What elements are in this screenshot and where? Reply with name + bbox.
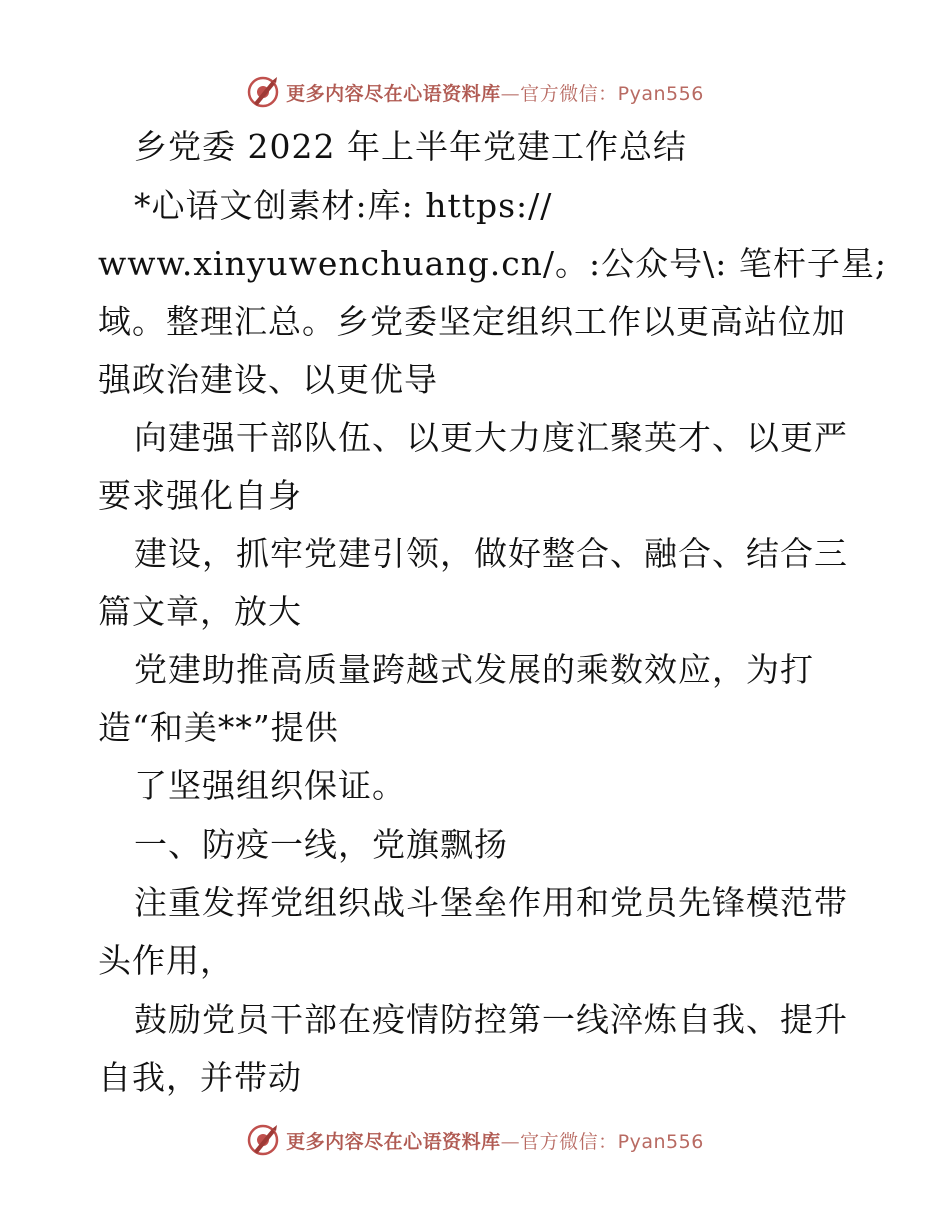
body-line: 域。整理汇总。乡党委坚定组织工作以更高站位加 xyxy=(98,302,846,341)
body-line: 向建强干部队伍、以更大力度汇聚英才、以更严 xyxy=(134,418,848,457)
quill-logo-icon xyxy=(246,75,280,109)
footer-brand-text: 更多内容尽在心语资料库 xyxy=(286,1130,501,1153)
body-line: 强政治建设、以更优导 xyxy=(98,360,438,399)
body-line: 建设，抓牢党建引领，做好整合、融合、结合三 xyxy=(134,534,848,573)
quill-logo-icon xyxy=(246,1123,280,1157)
document-title: 乡党委 2022 年上半年党建工作总结 xyxy=(134,127,687,166)
body-line: 党建助推高质量跨越式发展的乘数效应，为打 xyxy=(134,650,814,689)
header-brand-text: 更多内容尽在心语资料库 xyxy=(286,82,501,105)
body-line: 要求强化自身 xyxy=(98,476,302,515)
body-line: 篇文章，放大 xyxy=(98,592,302,631)
section-heading: 一、防疫一线，党旗飘扬 xyxy=(134,825,508,864)
footer-banner xyxy=(0,1120,950,1160)
body-line: 鼓励党员干部在疫情防控第一线淬炼自我、提升 xyxy=(134,1000,848,1039)
body-line: 了坚强组织保证。 xyxy=(134,766,406,805)
body-line: *心语文创素材:库: https:// xyxy=(134,186,553,225)
body-line: 注重发挥党组织战斗堡垒作用和党员先锋模范带 xyxy=(134,883,848,922)
header-separator: — xyxy=(500,82,521,105)
header-banner xyxy=(0,72,950,112)
body-line: www.xinyuwenchuang.cn/。:公众号\: 笔杆子星; xyxy=(98,244,888,283)
body-line: 造“和美**”提供 xyxy=(98,708,339,747)
footer-wechat-text: 官方微信：Pyan556 xyxy=(520,1130,704,1153)
header-wechat-text: 官方微信：Pyan556 xyxy=(520,82,704,105)
body-line: 自我，并带动 xyxy=(98,1058,302,1097)
body-line: 头作用， xyxy=(98,941,234,980)
footer-separator: — xyxy=(500,1130,521,1153)
